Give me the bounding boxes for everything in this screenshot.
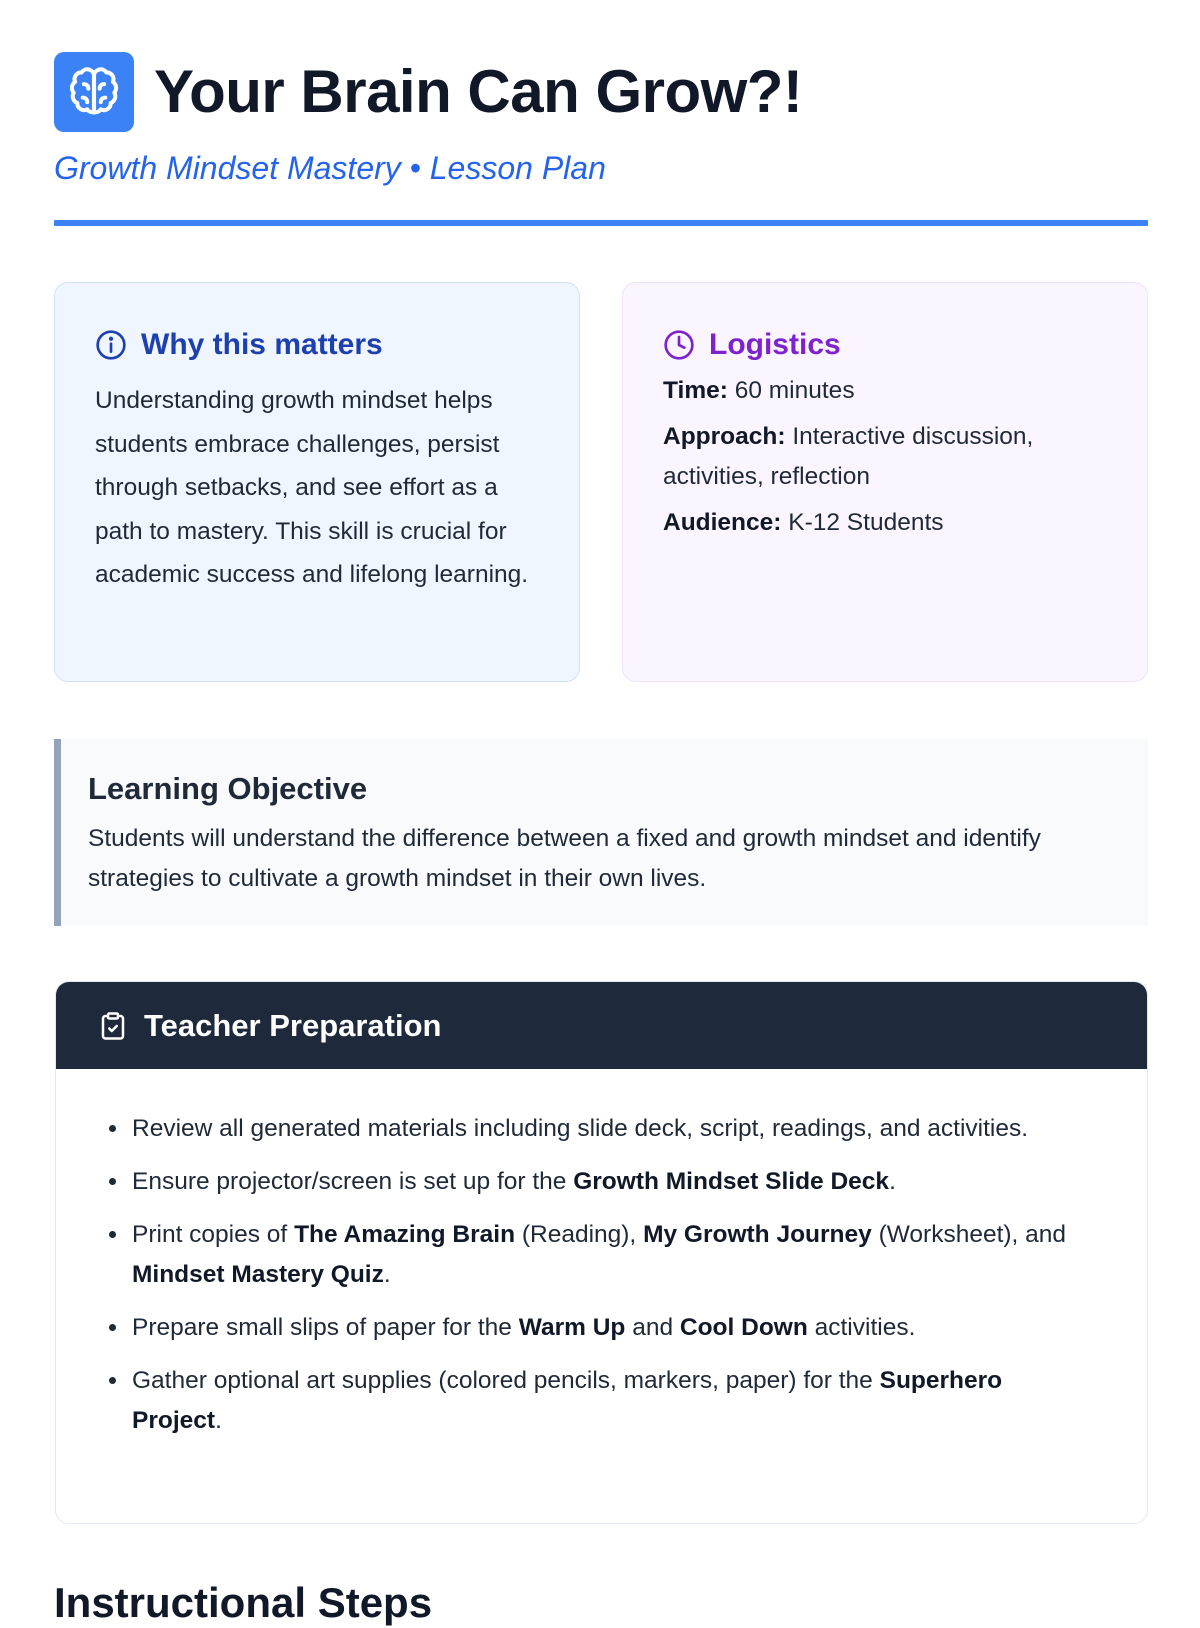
item-emphasis: Mindset Mastery Quiz — [132, 1261, 384, 1288]
item-text: Gather optional art supplies (colored pencils, markers, paper) for the — [132, 1367, 880, 1394]
teacher-preparation-panel — [55, 981, 1148, 1524]
why-this-matters-card — [54, 282, 580, 682]
panel-title: Teacher Preparation — [144, 1007, 442, 1043]
approach-label: Approach: — [663, 423, 786, 450]
audience-value: K-12 Students — [788, 509, 944, 536]
page-title: Your Brain Can Grow?! — [154, 58, 803, 125]
item-emphasis: My Growth Journey — [643, 1221, 872, 1248]
item-emphasis: Superhero Project — [132, 1367, 1003, 1434]
audience-label: Audience: — [663, 509, 782, 536]
info-icon — [95, 329, 127, 361]
learning-objective-callout — [54, 739, 1148, 926]
title-row — [54, 52, 1148, 132]
item-emphasis: Growth Mindset Slide Deck — [573, 1168, 890, 1195]
list-item — [130, 1215, 1097, 1295]
header-divider — [54, 220, 1148, 226]
list-item — [130, 1361, 1097, 1441]
logistics-time — [663, 371, 1107, 411]
card-title: Why this matters — [141, 328, 383, 361]
item-text: Review all generated materials including slide deck, script, readings, and activities. — [132, 1115, 1029, 1142]
item-text: Prepare small slips of paper for the — [132, 1314, 519, 1341]
list-item — [130, 1308, 1097, 1348]
page-subtitle: Growth Mindset Mastery • Lesson Plan — [54, 150, 606, 186]
logistics-audience — [663, 503, 1107, 543]
item-emphasis: Warm Up — [518, 1314, 626, 1341]
item-text: . — [889, 1168, 896, 1195]
item-text: . — [383, 1261, 391, 1288]
card-title: Logistics — [709, 328, 841, 361]
item-emphasis: The Amazing Brain — [294, 1221, 516, 1248]
time-value: 60 minutes — [734, 377, 855, 404]
item-text: activities. — [807, 1314, 916, 1341]
item-text: and — [625, 1314, 680, 1341]
objective-text: Students will understand the difference between a fixed and growth mindset and identify strategies to cultivate a growth mindset in their own lives. — [88, 825, 1041, 892]
clock-icon — [663, 329, 695, 361]
item-emphasis: Cool Down — [679, 1314, 808, 1341]
brain-icon — [54, 52, 134, 132]
logistics-approach — [663, 417, 1107, 497]
item-text: (Reading), — [515, 1221, 644, 1248]
card-body-text: Understanding growth mindset helps students embrace challenges, persist through setbacks, and see effort as a path to mastery. This skill is crucial for academic success and lifelong learning. — [95, 387, 529, 588]
panel-header — [56, 982, 1147, 1069]
approach-value: Interactive discussion, activities, reflection — [663, 423, 1034, 490]
item-text: (Worksheet), and — [871, 1221, 1067, 1248]
item-text: Ensure projector/screen is set up for the — [132, 1168, 574, 1195]
list-item — [130, 1162, 1097, 1202]
clipboard-check-icon — [98, 1011, 128, 1041]
preparation-list — [56, 1069, 1147, 1441]
time-label: Time: — [663, 377, 728, 404]
page-header — [54, 52, 1148, 190]
logistics-card — [622, 282, 1148, 682]
item-text: . — [215, 1407, 222, 1434]
list-item — [130, 1109, 1097, 1149]
instructional-steps-heading: Instructional Steps — [54, 1579, 433, 1626]
objective-title: Learning Objective — [88, 771, 368, 806]
card-header — [95, 325, 539, 365]
card-header — [663, 325, 1107, 365]
item-text: Print copies of — [132, 1221, 295, 1248]
